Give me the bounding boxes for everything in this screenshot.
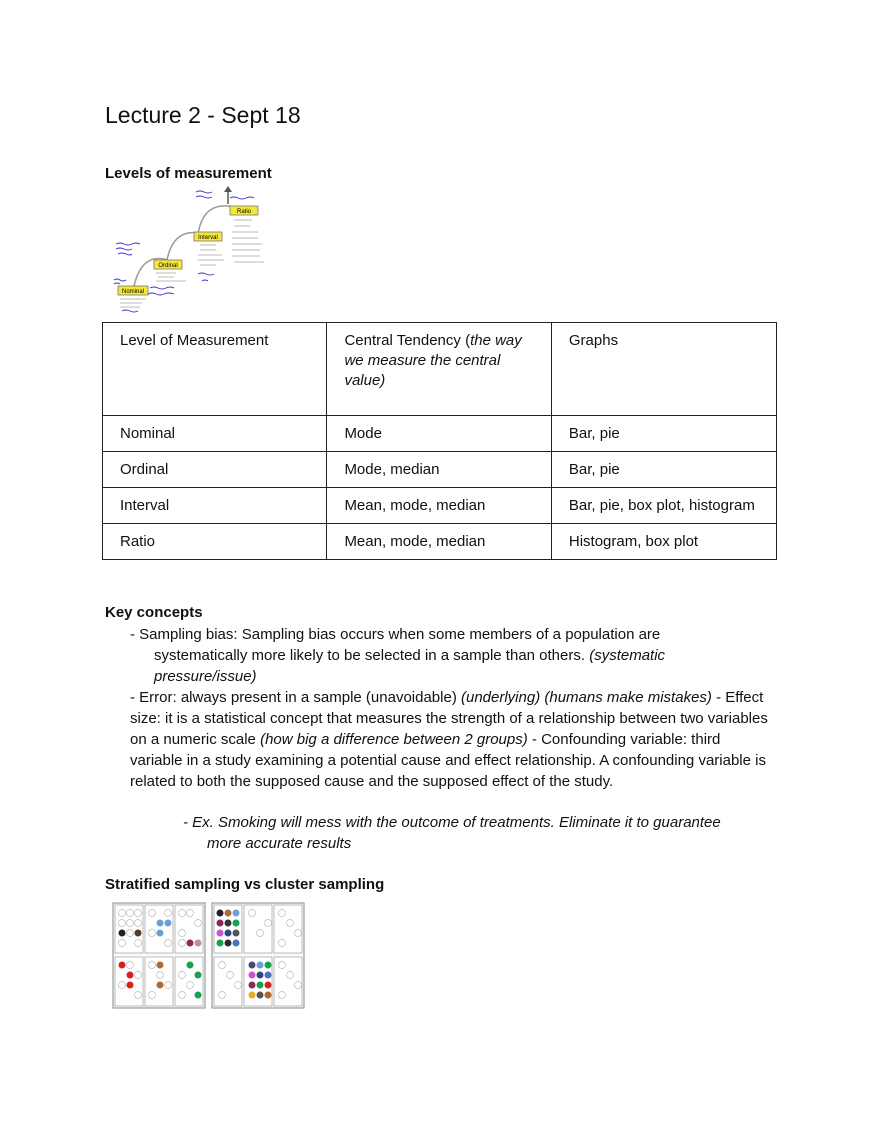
header-level: Level of Measurement bbox=[103, 323, 327, 416]
table-row bbox=[103, 416, 777, 452]
cell-level: Nominal bbox=[103, 416, 327, 452]
cell-central: Mode, median bbox=[327, 452, 551, 488]
heading-key-concepts: Key concepts bbox=[105, 604, 203, 621]
levels-staircase-diagram bbox=[112, 186, 272, 316]
sampling-bias-note-a: (systematic bbox=[589, 647, 666, 664]
diagram-step-ratio: Ratio bbox=[236, 209, 252, 215]
table-row bbox=[103, 524, 777, 560]
diagram-step-ordinal: Ordinal bbox=[158, 263, 178, 269]
example-line2: more accurate results bbox=[207, 835, 352, 852]
diagram-step-nominal: Nominal bbox=[121, 289, 145, 295]
table-row bbox=[103, 452, 777, 488]
error-note: (underlying) (humans make mistakes) bbox=[460, 689, 712, 706]
cell-central: Mean, mode, median bbox=[327, 524, 551, 560]
bullet-error-effect-confounding bbox=[130, 687, 770, 792]
table-header-row bbox=[103, 323, 777, 416]
cell-graphs: Histogram, box plot bbox=[551, 524, 776, 560]
cell-central: Mode bbox=[327, 416, 551, 452]
bullet-example bbox=[183, 812, 763, 854]
cell-graphs: Bar, pie, box plot, histogram bbox=[551, 488, 776, 524]
confounding-text: - Confounding variable: third variable in a study examining a potential cause and effect relationship. A confounding variable is related to both the supposed cause and the supposed effect of the study. bbox=[130, 731, 766, 790]
example-line1: - Ex. Smoking will mess with the outcome of treatments. Eliminate it to guarantee bbox=[183, 814, 721, 831]
heading-levels-of-measurement: Levels of measurement bbox=[105, 165, 272, 182]
sampling-bias-line1: - Sampling bias: Sampling bias occurs when some members of a population are bbox=[130, 626, 661, 643]
cell-level: Interval bbox=[103, 488, 327, 524]
cell-graphs: Bar, pie bbox=[551, 452, 776, 488]
sampling-bias-text: systematically more likely to be selected in a sample than others. bbox=[154, 647, 590, 664]
sampling-illustration bbox=[112, 902, 308, 1010]
header-central-tendency bbox=[327, 323, 551, 416]
error-text: - Error: always present in a sample (unavoidable) bbox=[130, 689, 461, 706]
diagram-step-interval: Interval bbox=[198, 235, 218, 241]
heading-sampling: Stratified sampling vs cluster sampling bbox=[105, 876, 385, 893]
header-central-italic: the way we measure the central value) bbox=[344, 332, 522, 389]
header-central-prefix: Central Tendency ( bbox=[344, 332, 471, 349]
page-title: Lecture 2 - Sept 18 bbox=[105, 102, 301, 128]
cell-central: Mean, mode, median bbox=[327, 488, 551, 524]
bullet-sampling-bias bbox=[130, 624, 730, 687]
levels-table bbox=[102, 322, 777, 560]
sampling-bias-continuation bbox=[130, 645, 730, 666]
effect-size-note: (how big a difference between 2 groups) bbox=[260, 731, 528, 748]
table-row bbox=[103, 488, 777, 524]
effect-size-text: - Effect size: it is a statistical concept that measures the strength of a relationship between two variables on a numeric scale bbox=[130, 689, 768, 748]
cell-graphs: Bar, pie bbox=[551, 416, 776, 452]
cell-level: Ratio bbox=[103, 524, 327, 560]
cell-level: Ordinal bbox=[103, 452, 327, 488]
header-graphs: Graphs bbox=[551, 323, 776, 416]
sampling-bias-note-b: pressure/issue) bbox=[154, 668, 257, 685]
